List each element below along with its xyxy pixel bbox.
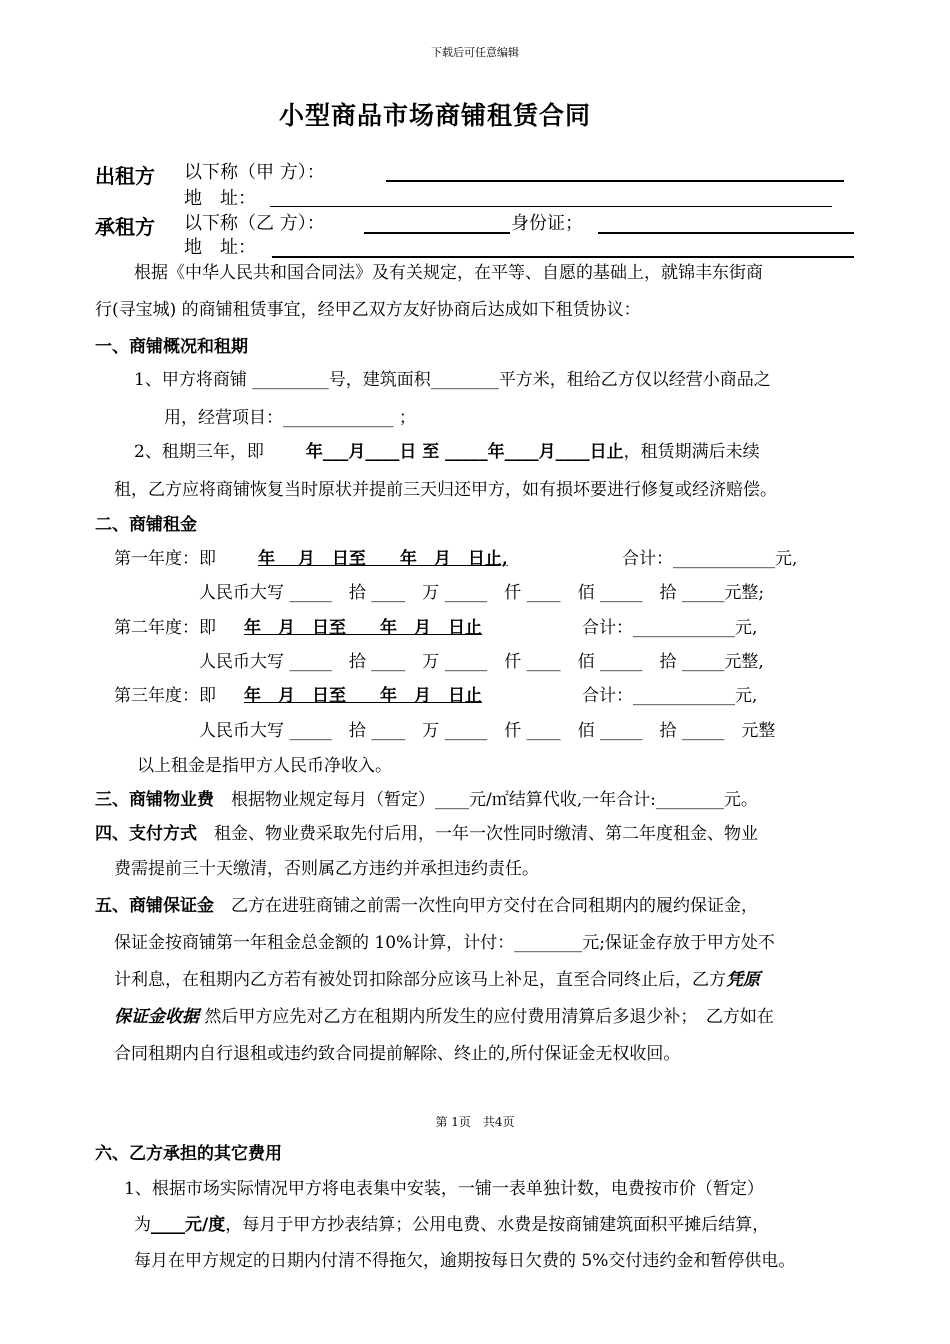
s4-line-2: 费需提前三十天缴清，否则属乙方违约并承担违约责任。 — [114, 859, 539, 879]
section-3-text: 根据物业规定每月（暂定）____元/㎡结算代收,一年合计:________元。 — [214, 790, 758, 810]
year1-row — [114, 548, 508, 570]
section-4-heading: 四、支付方式 — [95, 824, 197, 844]
s1-line-3b: 年___月____日 至 _____年____月____日止 — [305, 442, 624, 462]
year1-period: 年 月 日至 年 月 日止, — [258, 549, 508, 569]
year3-label: 第三年度：即 — [114, 686, 216, 706]
year1-label: 第一年度：即 — [114, 549, 216, 569]
year1-rmb: 人民币大写 _____ 拾 ____ 万 _____ 仟 ____ 佰 _____ 拾 _____元整; — [199, 583, 765, 603]
document-title: 小型商品市场商铺租赁合同 — [278, 101, 591, 130]
year2-row — [114, 617, 482, 639]
intro-line-2: 行(寻宝城) 的商铺租赁事宜，经甲乙双方友好协商后达成如下租赁协议： — [95, 300, 641, 320]
lessor-name-line — [386, 180, 844, 182]
s5-line-5: 合同租期内自行退租或违约致合同提前解除、终止的,所付保证金无权收回。 — [114, 1044, 681, 1064]
lessee-addr-label: 地 址： — [184, 237, 256, 258]
lessor-name-label: 以下称（甲 方）： — [184, 162, 325, 183]
section-3-heading: 三、商铺物业费 — [95, 790, 214, 810]
s6-line-3: 每月在甲方规定的日期内付清不得拖欠，逾期按每日欠费的 5%交付违约金和暂停供电。 — [134, 1251, 796, 1271]
lessee-name-label: 以下称（乙 方）： — [184, 213, 325, 234]
s5-line-4 — [114, 1006, 774, 1028]
s5-line-1: 乙方在进驻商铺之前需一次性向甲方交付在合同租期内的履约保证金， — [214, 896, 758, 916]
s5-line-4b: 然后甲方应先对乙方在租期内所发生的应付费用清算后多退少补； 乙方如在 — [199, 1007, 774, 1027]
s6-line-1: 1、根据市场实际情况甲方将电表集中安装，一铺一表单独计数，电费按市价（暂定） — [124, 1179, 764, 1199]
rent-note: 以上租金是指甲方人民币净收入。 — [137, 756, 392, 776]
page-footer: 第 1页 共4页 — [435, 1115, 515, 1129]
section-2-heading: 二、商铺租金 — [95, 515, 197, 535]
s1-line-3 — [134, 441, 760, 463]
lessee-label: 承租方 — [95, 215, 155, 239]
s4-line-1: 租金、物业费采取先付后用，一年一次性同时缴清、第二年度租金、物业 — [197, 824, 758, 844]
section-1-heading: 一、商铺概况和租期 — [95, 337, 248, 357]
s1-line-3a: 2、租期三年，即 — [134, 442, 264, 462]
s1-line-2: 用，经营项目：_____________ ； — [164, 408, 416, 428]
lessor-addr-label: 地 址： — [184, 188, 256, 209]
page-header: 下载后可任意编辑 — [431, 46, 519, 59]
section-5-heading: 五、商铺保证金 — [95, 896, 214, 916]
lessor-addr-line — [270, 206, 832, 207]
s1-line-3c: ，租赁期满后未续 — [623, 442, 760, 462]
year3-rmb: 人民币大写 _____ 拾 ____ 万 _____ 仟 ____ 佰 _____ 拾 _____ 元整 — [199, 721, 776, 741]
year2-label: 第二年度：即 — [114, 618, 216, 638]
section-6-heading: 六、乙方承担的其它费用 — [95, 1144, 282, 1164]
section-5-row — [95, 895, 758, 917]
year2-rmb: 人民币大写 _____ 拾 ____ 万 _____ 仟 ____ 佰 _____ 拾 _____元整, — [199, 652, 764, 672]
lessee-id-label: 身份证； — [511, 213, 583, 234]
year2-total: 合计：____________元, — [582, 618, 758, 638]
lessee-id-line — [598, 232, 854, 234]
lessee-addr-line — [272, 256, 854, 258]
s5-line-3b: 凭原 — [726, 970, 760, 990]
lessor-label: 出租方 — [95, 164, 155, 188]
year3-total: 合计：____________元, — [582, 686, 758, 706]
s5-line-3 — [114, 969, 760, 991]
s6-line-2a: 为 — [134, 1215, 151, 1235]
year1-total: 合计：____________元, — [622, 549, 798, 569]
section-3-row — [95, 789, 758, 811]
s1-line-1: 1、甲方将商铺 _________号，建筑面积________平方米，租给乙方仅以经营小商品之 — [134, 370, 771, 390]
year3-row — [114, 685, 482, 707]
s6-line-2 — [134, 1214, 769, 1236]
lessee-name-line — [364, 232, 510, 234]
s5-line-3a: 计利息，在租期内乙方若有被处罚扣除部分应该马上补足，直至合同终止后，乙方 — [114, 970, 726, 990]
s1-line-4: 租，乙方应将商铺恢复当时原状并提前三天归还甲方，如有损坏要进行修复或经济赔偿。 — [114, 480, 777, 500]
intro-line-1: 根据《中华人民共和国合同法》及有关规定，在平等、自愿的基础上，就锦丰东街商 — [134, 263, 763, 283]
year3-period: 年 月 日至 年 月 日止 — [244, 686, 482, 706]
s6-line-2b: ____元/度 — [151, 1215, 226, 1235]
s6-line-2c: ，每月于甲方抄表结算；公用电费、水费是按商铺建筑面积平摊后结算， — [225, 1215, 770, 1235]
s5-line-4a: 保证金收据 — [114, 1007, 199, 1027]
s5-line-2: 保证金按商铺第一年租金总金额的 10%计算，计付：________元;保证金存放于甲方处不 — [114, 933, 775, 953]
section-4-row — [95, 823, 758, 845]
year2-period: 年 月 日至 年 月 日止 — [244, 618, 482, 638]
